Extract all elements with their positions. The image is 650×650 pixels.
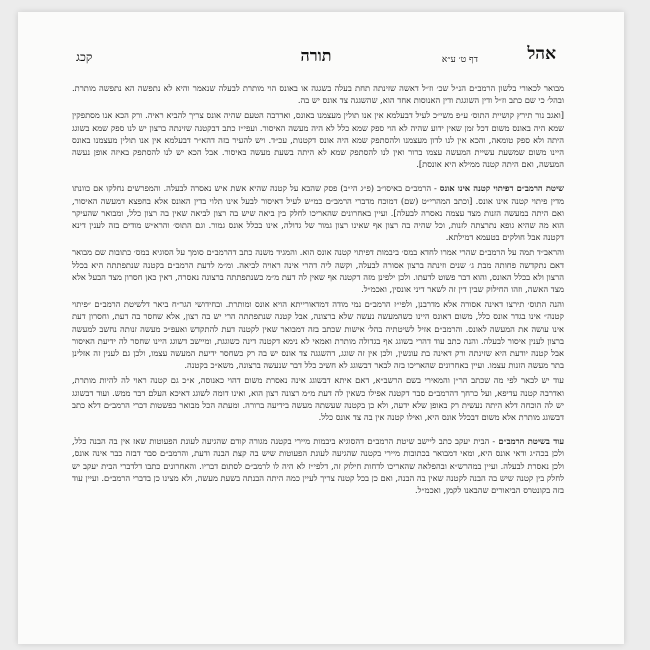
paragraph xyxy=(72,374,564,423)
paragraph xyxy=(72,82,564,106)
document-page xyxy=(18,12,624,644)
paragraph xyxy=(72,435,564,496)
paragraph-text: מבואר לכאורי בלשון הרמב״ם הנ״ל שכ׳ וז״ל דאשה שזינתה תחת בעלה בשגגה או באונס הוי מותרת לבעלה שנאמר והיא לא נתפשה הא נתפשה מותרת. ובהל׳ כי שם כתב וז״ל ודין השוגגת ודין האנוסות אחד הוא, שהשגגה צד אונס יש בה. xyxy=(72,83,564,106)
document-body xyxy=(72,82,564,637)
paragraph-text: - הבית יעקב כתב ליישב שיטת הרמב״ם דהסוגיא ביבמות מיירי בקטנה מגורה קודם שהגיעה לעונת הפעוטות שאז אין בה הבנה כלל, ולכן בכה״ג ודאי אונס היא, ומאי דמבואר בכתובות מיירי בקטנה שהגיעה לעונת הפעוטות שיש בה קצת הבנה ודעת, והרמב״ם סבר דבזה כבר אינה אונס, ולכן נאסרת לבעלה. ועיין במהרש״א ובהפלאה שהאריכו לדחות חילוק זה, דלפי״ז לא היה לו לרמב״ם לסתום דבריו. והאחרונים כתבו דלדברי הבית יעקב יש לחלק בין קטנה שיש בה הבנה לקטנה שאין בה הבנה, ואם כן בכל קטנה צריך לעיין כמה היתה הבנתה בשעת מעשה, ולא מצינו כן בדברי הרמב״ם. ועיין עוד בזה בקונטרס הביאורים שהבאנו לקמן, ואכמ״ל. xyxy=(72,436,564,496)
paragraph xyxy=(72,182,564,243)
page-header xyxy=(76,42,556,76)
paragraph-text: - הרמב״ם באיסו״ב (פ״ג הי״ב) פסק שהבא על קטנה שהיא אשת איש נאסרה לבעלה. והמפרשים נחלקו אם כוונתו מדין פיתוי קטנה אינו אונס. [וכתב המהרי״ט (שם) דמוכח מדברי הרמב״ם כמ״ש לעיל דאיסור לבעל אינו תלוי בדין האונס אלא בחפצא דמעשה האיסור, ואם היתה במעשה הזנות מצד עצמה נאסרה לבעלה]. ועיין באחרונים שהאריכו לחלק בין ביאה שיש בה רצון לביאה שאין בה רצון כלל, ומבואר שהעיקר הוא מה שהיא גופא נתרצתה לזנות, וכל שהיה בה רצון אף שאינו רצון גמור של גדולה, אינו בכלל אונס גמור. וגם התוס׳ והרא״ש מודים בזה לענין דינא דקטנה אבל חולקים בטעמא דמילתא. xyxy=(72,183,564,243)
paragraph xyxy=(72,298,564,371)
section-title: עוד בשיטת הרמב״ם xyxy=(498,436,565,447)
header-title-right: אהל xyxy=(527,44,556,64)
paragraph xyxy=(72,109,564,170)
header-page-number: קכג xyxy=(76,50,93,64)
paragraph xyxy=(72,246,564,295)
paragraph-text: והראב״ד תמה על הרמב״ם שהרי אמרו לחדא במס׳ ביבמות דפיתוי קטנה אונס הוא. והמגיד משנה כתב דהרמב״ם סומך על הסוגיא במס׳ כתובות שם מבואר דאם נתקדשה פחותה מבת ג׳ שנים וזינתה ברצון אסורה לבעלה, וקשה ליה דהרי אינה ראויה לביאה. ומ״מ לדעת הרמב״ם בקטנה שנתפתתה היא בכלל הרצון ולא בכלל האונס, והוא דבר פשוט לדעתו. ולכן ילפינן מזה דקטנה אף שאין לה דעת מ״מ כשנתפתתה ברצונה נאסרה, דאין כאן חסרון מצד הבעל אלא מצד האשה, וזהו החילוק שבין דין זה לשאר דיני אונסין, ואכמ״ל. xyxy=(72,247,564,295)
paragraph-text: והנה התוס׳ תירצו דאינה אסורה אלא מדרבנן, ולפי״ז הרמב״ם נמי מודה דמדאורייתא הויא אונס ומותרת. ובחידושי הגר״ח ביאר דלשיטת הרמב״ם ״פיתוי קטנה״ אינו בגדר אונס כלל, משום דאונס היינו כשהמעשה נעשה שלא ברצונה, אבל קטנה שנתפתתה הרי יש בה רצון, אלא שחסר בה דעת, וחסרון דעת אינו עושה את המעשה לאונס. והרמב״ם אזיל לשיטתיה בהל׳ אישות שכתב בזה דמבואר שאין לקטנה דעת להתקדש ואעפ״כ מעשה זנותה נחשב למעשה ברצון לענין איסור לבעלה. והנה כתב עוד דהרי בשוגג אף בגדולה מותרת ואמאי לא נימא דקטנה דינה כשוגגת, ומיישב דשוגג היינו שחסר לה ידיעת האיסור אבל קטנה יודעת היא שזינתה ורק דאינה בת עונשין, ולכן אין זה שוגג, דהשגגה צד אונס יש בה רק כשחסר ידיעת המעשה עצמו, ולכן גם לענין זה אזלינן בתר מעשה הזנות עצמו. ועיין באחרונים שהאריכו בזה לבאר דבשוגג לא חשיב כלל דבר שנעשה ברצונה, משא״כ בקטנה. xyxy=(72,299,564,371)
header-daf: דף ט׳ ע״א xyxy=(441,55,478,65)
paragraph-text: [ואגב נור תירץ קושיית התוס׳ ע״פ משי״כ לעיל דבעלמא אין אנו תולין מעצמנו באונס, ואדרבה הטעם שהיה אונס צריך להביא ראיה. ורק הכא אנו מסתפקין שמא היה באונס משום דכל זמן שאין ידוע שהיה לא הוי ספק שמא כלל לא היה מעשה האיסור. ועפי״ז כתב דבקטנה שזינתה ברצון יש לנו ספק שמא בשוגג היתה ולא ספק טומאה, והכא אין לנו לדון מעצמנו ולהסתפק שמא היה אונס דקטנות, עכ״ד. ויש להעיר בזה דהא״ר דבעלמא אין אנו תולין מעצמנו באונס היינו משום שמשעת עשיית המעשה עצמו ברור ואין לנו להסתפק שמא לא היתה בשעת מעשה באיסור. אבל הכא יש לנו להסתפק באיזה אופן נעשה המעשה, ואם היתה קטנה ממילא היא אונסת]. xyxy=(72,110,564,170)
paragraph-text: עוד יש לבאר לפי מה שכתב הר״ן והמאירי בשם הרשב״א, דאם איתא דבשוגג אינה נאסרת משום דהוי כאנוסה, א״כ גם קטנה ראוי לה להיות מותרת, ואדרבה קטנה עדיפא, ועל כרחך דהרמב״ם סבר דקטנה אפילו כשאין לה דעת מ״מ רצונה רצון הוא, ואינו דומה לשוגג דאיכא העלם דבר ממש. ועוד דבשוגג יש לה הוכחה דלא היתה נעשית רק באופן שלא ידעה, ולא כן בקטנה שעשתה מעשה בידיעה ברורה. ומעתה הכל מבואר כפשטות דברי הרמב״ם דלא כתב דבשוגג מותרת אלא משום דבכלל אונס היא, ואילו קטנה אין בה צד אונס כלל. xyxy=(72,375,564,423)
section-title: שיטת הרמב״ם דפיתוי קטנה אינו אונס xyxy=(439,183,564,194)
header-title-center: תורה xyxy=(300,46,332,65)
